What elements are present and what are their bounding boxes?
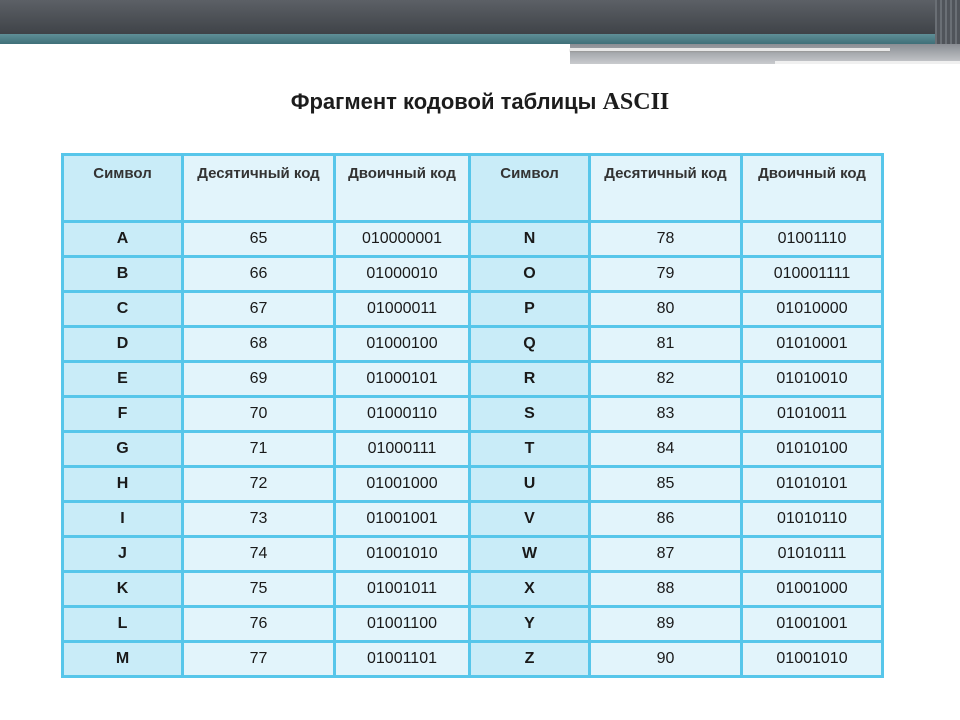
symbol-cell: S [471, 398, 591, 433]
decimal-code-cell: 67 [184, 293, 336, 328]
column-header: Символ [64, 156, 184, 223]
decimal-code-cell: 70 [184, 398, 336, 433]
decimal-code-cell: 86 [591, 503, 743, 538]
header-accent-stripe [0, 34, 960, 44]
symbol-cell: R [471, 363, 591, 398]
binary-code-cell: 01000110 [336, 398, 471, 433]
binary-code-cell: 01010010 [743, 363, 881, 398]
table-body [64, 223, 881, 675]
table-row [64, 538, 881, 573]
header-divider-line-lower [775, 61, 960, 64]
symbol-cell: G [64, 433, 184, 468]
binary-code-cell: 01001000 [336, 468, 471, 503]
table-row [64, 363, 881, 398]
binary-code-cell: 01001101 [336, 643, 471, 675]
symbol-cell: U [471, 468, 591, 503]
header-corner-ornament [935, 0, 960, 44]
binary-code-cell: 01000111 [336, 433, 471, 468]
page-title-text: Фрагмент кодовой таблицы [290, 89, 597, 114]
table-row [64, 258, 881, 293]
symbol-cell: I [64, 503, 184, 538]
table-row [64, 608, 881, 643]
symbol-cell: Y [471, 608, 591, 643]
decimal-code-cell: 81 [591, 328, 743, 363]
table-row [64, 643, 881, 675]
binary-code-cell: 01001000 [743, 573, 881, 608]
table-row [64, 433, 881, 468]
binary-code-cell: 01001001 [336, 503, 471, 538]
decimal-code-cell: 82 [591, 363, 743, 398]
symbol-cell: W [471, 538, 591, 573]
symbol-cell: B [64, 258, 184, 293]
decimal-code-cell: 88 [591, 573, 743, 608]
column-header: Десятичный код [184, 156, 336, 223]
page-title [0, 84, 960, 120]
symbol-cell: A [64, 223, 184, 258]
binary-code-cell: 010000001 [336, 223, 471, 258]
symbol-cell: D [64, 328, 184, 363]
decimal-code-cell: 84 [591, 433, 743, 468]
binary-code-cell: 01001011 [336, 573, 471, 608]
binary-code-cell: 01000010 [336, 258, 471, 293]
decimal-code-cell: 69 [184, 363, 336, 398]
symbol-cell: E [64, 363, 184, 398]
binary-code-cell: 01010011 [743, 398, 881, 433]
column-header: Десятичный код [591, 156, 743, 223]
symbol-cell: L [64, 608, 184, 643]
ascii-code-table [61, 153, 884, 678]
column-header: Двоичный код [336, 156, 471, 223]
decimal-code-cell: 79 [591, 258, 743, 293]
table-row [64, 293, 881, 328]
table-row [64, 328, 881, 363]
decimal-code-cell: 65 [184, 223, 336, 258]
column-header: Двоичный код [743, 156, 881, 223]
decimal-code-cell: 90 [591, 643, 743, 675]
symbol-cell: V [471, 503, 591, 538]
header-banner [0, 0, 960, 34]
binary-code-cell: 01001100 [336, 608, 471, 643]
symbol-cell: X [471, 573, 591, 608]
binary-code-cell: 01001010 [336, 538, 471, 573]
table-row [64, 398, 881, 433]
decimal-code-cell: 68 [184, 328, 336, 363]
binary-code-cell: 01000101 [336, 363, 471, 398]
binary-code-cell: 01010001 [743, 328, 881, 363]
symbol-cell: Z [471, 643, 591, 675]
decimal-code-cell: 66 [184, 258, 336, 293]
symbol-cell: T [471, 433, 591, 468]
decimal-code-cell: 77 [184, 643, 336, 675]
symbol-cell: Q [471, 328, 591, 363]
symbol-cell: J [64, 538, 184, 573]
binary-code-cell: 01010000 [743, 293, 881, 328]
binary-code-cell: 01010101 [743, 468, 881, 503]
decimal-code-cell: 87 [591, 538, 743, 573]
table-header-row [64, 156, 881, 223]
table-row [64, 573, 881, 608]
binary-code-cell: 01001010 [776, 650, 848, 667]
binary-code-cell: 01001110 [743, 223, 881, 258]
table-row [64, 468, 881, 503]
decimal-code-cell: 80 [591, 293, 743, 328]
binary-code-cell: 01001001 [743, 608, 881, 643]
page-title-acronym: ASCII [602, 89, 670, 115]
decimal-code-cell: 74 [184, 538, 336, 573]
decimal-code-cell: 76 [184, 608, 336, 643]
table-row [64, 503, 881, 538]
symbol-cell: P [471, 293, 591, 328]
binary-code-cell: 01010110 [743, 503, 881, 538]
header-divider-line [570, 48, 890, 51]
symbol-cell: C [64, 293, 184, 328]
symbol-cell: H [64, 468, 184, 503]
binary-code-cell: 010001111 [743, 258, 881, 293]
symbol-cell: O [471, 258, 591, 293]
symbol-cell: N [471, 223, 591, 258]
decimal-code-cell: 89 [591, 608, 743, 643]
binary-code-cell: 01010111 [743, 538, 881, 573]
column-header: Символ [471, 156, 591, 223]
binary-code-cell: 01000011 [336, 293, 471, 328]
decimal-code-cell: 71 [184, 433, 336, 468]
decimal-code-cell: 83 [591, 398, 743, 433]
symbol-cell: K [64, 573, 184, 608]
decimal-code-cell: 73 [184, 503, 336, 538]
symbol-cell: F [64, 398, 184, 433]
binary-code-cell: 01010100 [743, 433, 881, 468]
binary-code-cell: 01000100 [336, 328, 471, 363]
decimal-code-cell: 85 [591, 468, 743, 503]
decimal-code-cell: 72 [184, 468, 336, 503]
symbol-cell: M [64, 643, 184, 675]
decimal-code-cell: 78 [591, 223, 743, 258]
decimal-code-cell: 75 [184, 573, 336, 608]
table-row [64, 223, 881, 258]
